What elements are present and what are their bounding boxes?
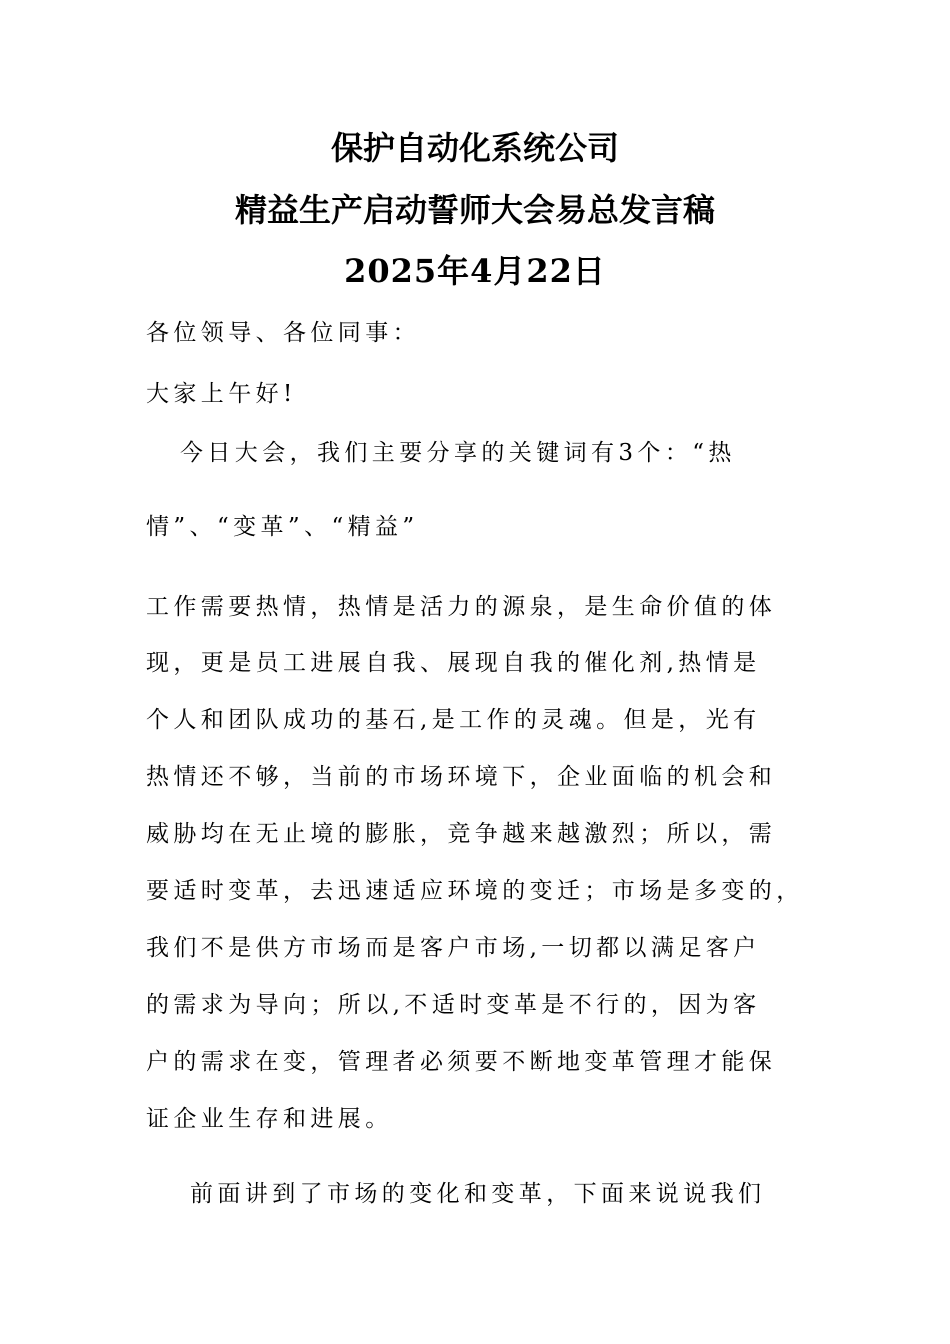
salutation: 各位领导、各位同事： — [146, 320, 420, 346]
intro-line-2: 情”、“变革”、“精益” — [146, 514, 419, 540]
body-line-3: 个人和团队成功的基石,是工作的灵魂。但是，光有 — [146, 707, 761, 733]
title-company: 保护自动化系统公司 — [330, 129, 619, 167]
title-date: 2025年4月22日 — [344, 252, 606, 290]
body-line-4: 热情还不够，当前的市场环境下，企业面临的机会和 — [146, 764, 777, 790]
greeting: 大家上午好! — [146, 381, 297, 407]
body-line-1: 工作需要热情，热情是活力的源泉，是生命价值的体 — [146, 594, 777, 620]
body-line-10: 证企业生存和进展。 — [146, 1106, 393, 1132]
body-line-8: 的需求为导向；所以,不适时变革是不行的，因为客 — [146, 992, 761, 1018]
body-line-2: 现，更是员工进展自我、展现自我的催化剂,热情是 — [146, 650, 761, 676]
continuation-line: 前面讲到了市场的变化和变革，下面来说说我们 — [190, 1181, 766, 1207]
body-line-7: 我们不是供方市场而是客户市场,一切都以满足客户 — [146, 935, 761, 961]
title-speech: 精益生产启动誓师大会易总发言稿 — [234, 191, 715, 229]
body-line-6: 要适时变革，去迅速适应环境的变迁；市场是多变的， — [146, 878, 804, 904]
body-line-5: 威胁均在无止境的膨胀，竞争越来越激烈；所以，需 — [146, 821, 777, 847]
intro-line-1: 今日大会，我们主要分享的关键词有3个：“热 — [180, 440, 736, 466]
body-line-9: 户的需求在变，管理者必须要不断地变革管理才能保 — [146, 1049, 777, 1075]
